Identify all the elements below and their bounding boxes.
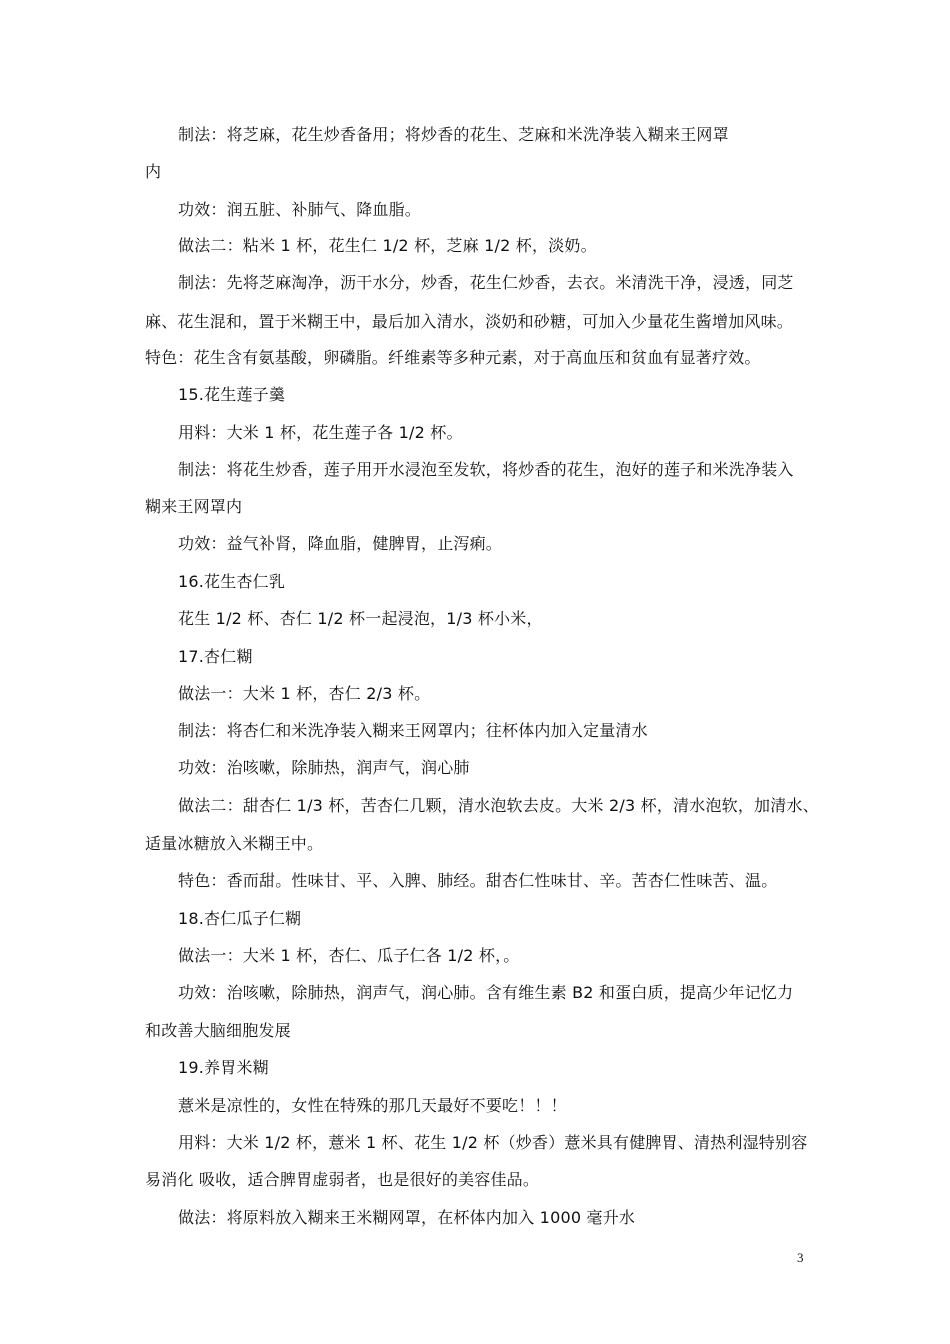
paragraph-line: 和改善大脑细胞发展 xyxy=(145,1021,291,1040)
paragraph-line: 制法：将花生炒香，莲子用开水浸泡至发软，将炒香的花生，泡好的莲子和米洗净装入 xyxy=(178,460,794,479)
page-number: 3 xyxy=(797,1250,804,1265)
paragraph-line: 用料：大米 1 杯，花生莲子各 1/2 杯。 xyxy=(178,423,463,442)
section-heading: 17.杏仁糊 xyxy=(178,647,253,666)
paragraph-line: 制法：将杏仁和米洗净装入糊来王网罩内；往杯体内加入定量清水 xyxy=(178,721,648,740)
paragraph-line: 做法一：大米 1 杯，杏仁、瓜子仁各 1/2 杯，。 xyxy=(178,946,520,965)
paragraph-line: 适量冰糖放入米糊王中。 xyxy=(145,834,324,853)
paragraph-line: 糊来王网罩内 xyxy=(145,497,243,516)
paragraph-line: 易消化 吸收，适合脾胃虚弱者，也是很好的美容佳品。 xyxy=(145,1170,540,1189)
paragraph-line: 做法二：粘米 1 杯，花生仁 1/2 杯，芝麻 1/2 杯，淡奶。 xyxy=(178,236,597,255)
section-heading: 18.杏仁瓜子仁糊 xyxy=(178,909,302,928)
paragraph-line: 功效：治咳嗽，除肺热，润声气，润心肺。含有维生素 B2 和蛋白质，提高少年记忆力 xyxy=(178,983,794,1002)
paragraph-line: 麻、花生混和，置于米糊王中，最后加入清水，淡奶和砂糖，可加入少量花生酱增加风味。 xyxy=(145,312,794,331)
paragraph-line: 功效：益气补肾，降血脂，健脾胃，止泻痢。 xyxy=(178,534,503,553)
paragraph-line: 用料：大米 1/2 杯，薏米 1 杯、花生 1/2 杯（炒香）薏米具有健脾胃、清热利湿特别容 xyxy=(178,1133,808,1152)
paragraph-line: 制法：将芝麻，花生炒香备用；将炒香的花生、芝麻和米洗净装入糊来王网罩 xyxy=(178,125,729,144)
paragraph-line: 制法：先将芝麻淘净，沥干水分，炒香，花生仁炒香，去衣。米清洗干净，浸透，同芝 xyxy=(178,273,794,292)
paragraph-line: 内 xyxy=(145,162,162,181)
paragraph-line: 特色：香而甜。性味甘、平、入脾、肺经。甜杏仁性味甘、辛。苦杏仁性味苦、温。 xyxy=(178,871,778,890)
section-heading: 15.花生莲子羹 xyxy=(178,385,286,404)
paragraph-line: 做法一：大米 1 杯，杏仁 2/3 杯。 xyxy=(178,684,431,703)
paragraph-line: 做法：将原料放入糊来王米糊网罩，在杯体内加入 1000 毫升水 xyxy=(178,1208,636,1227)
section-heading: 19.养胃米糊 xyxy=(178,1058,269,1077)
section-heading: 16.花生杏仁乳 xyxy=(178,572,286,591)
paragraph-line: 功效：治咳嗽，除肺热，润声气，润心肺 xyxy=(178,758,470,777)
paragraph-line: 薏米是凉性的，女性在特殊的那几天最好不要吃！！！ xyxy=(178,1096,567,1115)
paragraph-line: 花生 1/2 杯、杏仁 1/2 杯一起浸泡，1/3 杯小米， xyxy=(178,609,543,628)
paragraph-line: 功效：润五脏、补肺气、降血脂。 xyxy=(178,200,422,219)
paragraph-line: 特色：花生含有氨基酸，卵磷脂。纤维素等多种元素，对于高血压和贫血有显著疗效。 xyxy=(145,348,761,367)
paragraph-line: 做法二：甜杏仁 1/3 杯，苦杏仁几颗，清水泡软去皮。大米 2/3 杯，清水泡软，加清水、 xyxy=(178,796,819,815)
